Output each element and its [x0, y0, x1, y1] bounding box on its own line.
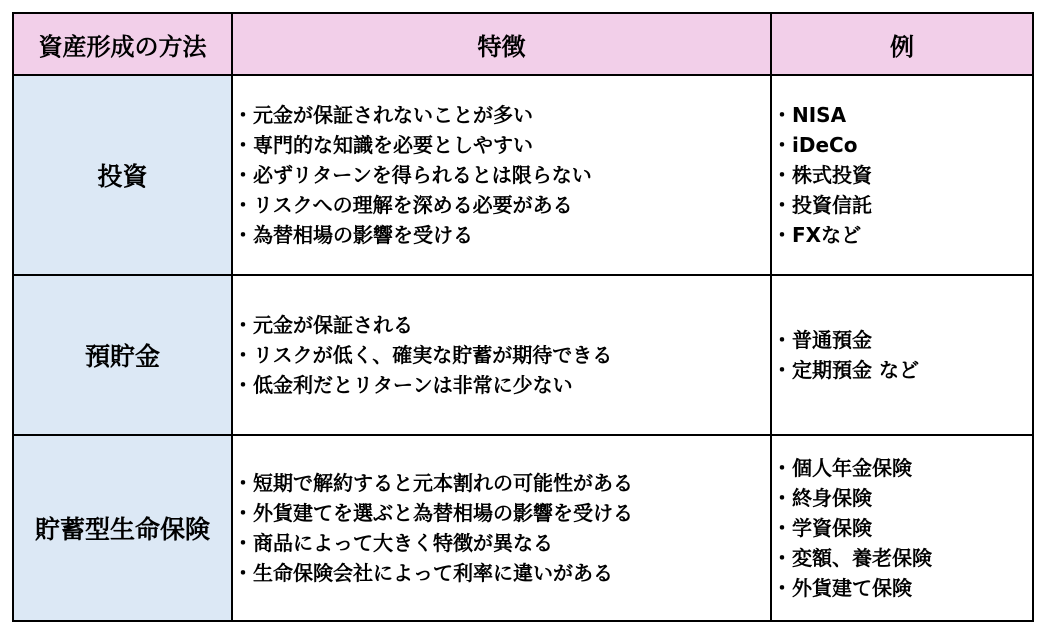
feature-item: ・ 元金が保証される: [233, 310, 770, 340]
example-item: ・ 終身保険: [772, 483, 1032, 513]
header-examples: 例: [771, 13, 1033, 75]
method-cell-insurance: 貯蓄型生命保険: [13, 435, 232, 621]
example-item: ・ 個人年金保険: [772, 453, 1032, 483]
features-list: [233, 310, 770, 400]
feature-item: ・ 外貨建てを選ぶと為替相場の影響を受ける: [233, 498, 770, 528]
examples-cell: [771, 275, 1033, 435]
example-item: ・ 株式投資: [772, 160, 1032, 190]
features-list: [233, 100, 770, 250]
asset-formation-table: [12, 12, 1034, 622]
feature-item: ・ 短期で解約すると元本割れの可能性がある: [233, 468, 770, 498]
method-cell-savings: 預貯金: [13, 275, 232, 435]
feature-item: ・ 低金利だとリターンは非常に少ない: [233, 370, 770, 400]
feature-item: ・ リスクが低く、確実な貯蓄が期待できる: [233, 340, 770, 370]
header-method: 資産形成の方法: [13, 13, 232, 75]
examples-list: [772, 100, 1032, 250]
example-item: ・ 普通預金: [772, 325, 1032, 355]
features-cell: [232, 75, 771, 275]
example-item: ・ 外貨建て保険: [772, 573, 1032, 603]
feature-item: ・ 必ずリターンを得られるとは限らない: [233, 160, 770, 190]
header-row: [13, 13, 1033, 75]
table-row: [13, 435, 1033, 621]
features-list: [233, 468, 770, 588]
features-cell: [232, 435, 771, 621]
feature-item: ・ 専門的な知識を必要としやすい: [233, 130, 770, 160]
feature-item: ・ 商品によって大きく特徴が異なる: [233, 528, 770, 558]
example-item: ・ 定期預金 など: [772, 355, 1032, 385]
feature-item: ・ リスクへの理解を深める必要がある: [233, 190, 770, 220]
example-item: ・ iDeCo: [772, 130, 1032, 160]
feature-item: ・ 元金が保証されないことが多い: [233, 100, 770, 130]
table-row: [13, 75, 1033, 275]
features-cell: [232, 275, 771, 435]
example-item: ・ 投資信託: [772, 190, 1032, 220]
example-item: ・ 学資保険: [772, 513, 1032, 543]
examples-list: [772, 453, 1032, 603]
method-cell-investment: 投資: [13, 75, 232, 275]
feature-item: ・ 生命保険会社によって利率に違いがある: [233, 558, 770, 588]
header-features: 特徴: [232, 13, 771, 75]
example-item: ・ 変額、養老保険: [772, 543, 1032, 573]
examples-cell: [771, 75, 1033, 275]
example-item: ・ FXなど: [772, 220, 1032, 250]
feature-item: ・ 為替相場の影響を受ける: [233, 220, 770, 250]
examples-list: [772, 325, 1032, 385]
example-item: ・ NISA: [772, 100, 1032, 130]
examples-cell: [771, 435, 1033, 621]
table-row: [13, 275, 1033, 435]
